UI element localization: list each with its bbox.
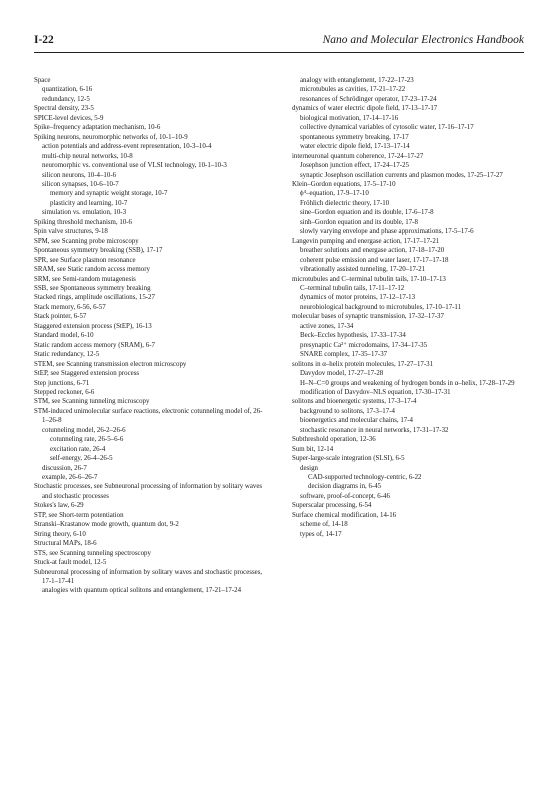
- index-entry: solitons and bioenergetic systems, 17-3–17-4: [292, 398, 417, 406]
- index-entry: SRM, see Semi-random mutagenesis: [34, 275, 136, 283]
- index-subentry: breather solutions and energase action, 17-18–17-20: [300, 247, 445, 255]
- index-entry: microtubules and C–terminal tubulin tails, 17-10–17-13: [292, 275, 446, 283]
- index-subentry: sine–Gordon equation and its double, 17-6–17-8: [300, 209, 434, 217]
- index-subentry: design: [300, 464, 318, 472]
- index-subentry: active zones, 17-34: [300, 322, 354, 330]
- index-subentry: synaptic Josephson oscillation currents and plasmon modes, 17-25–17-27: [300, 171, 503, 179]
- index-subentry: Fröhlich dielectric theory, 17-10: [300, 199, 390, 207]
- index-subentry: redundancy, 12-5: [42, 95, 90, 103]
- index-subentry: spontaneous symmetry breaking, 17-17: [300, 133, 409, 141]
- index-subentry: quantization, 6-16: [42, 86, 93, 94]
- index-entry: SPICE-level devices, 5-9: [34, 114, 104, 122]
- header-rule: [34, 52, 524, 53]
- index-subentry: SNARE complex, 17-35–17-37: [300, 351, 388, 359]
- index-entry: Subneuronal processing of information by solitary waves and stochastic processes, 17-1–17-41: [34, 568, 263, 586]
- index-entry: STEM, see Scanning transmission electron microscopy: [34, 360, 187, 368]
- index-subentry: excitation rate, 26-4: [50, 445, 106, 453]
- index-subentry: collective dynamical variables of cytosolic water, 17-16–17-17: [300, 124, 474, 132]
- index-subentry: memory and synaptic weight storage, 10-7: [50, 190, 168, 198]
- index-subentry: cotunneling rate, 26-5–6-6: [50, 436, 124, 444]
- index-entry: String theory, 6-10: [34, 530, 86, 538]
- index-entry: Super-large-scale integration (SLSI), 6-5: [292, 455, 405, 463]
- index-subentry: bioenergetics and molecular chains, 17-4: [300, 417, 413, 425]
- index-column-left: [34, 76, 266, 596]
- index-subentry: analogy with entanglement, 17-22–17-23: [300, 77, 414, 84]
- index-subentry: scheme of, 14-18: [300, 521, 348, 529]
- index-entry: SSB, see Spontaneous symmetry breaking: [34, 284, 151, 292]
- index-subentry: neuromorphic vs. conventional use of VLSI technology, 10-1–10-3: [42, 162, 227, 170]
- index-subentry: cotunneling model, 26-2–26-6: [42, 426, 126, 434]
- index-subentry: background to solitons, 17-3–17-4: [300, 407, 395, 415]
- index-subentry: dynamics of motor proteins, 17-12–17-13: [300, 294, 416, 302]
- index-entry: Staggered extension process (StEP), 16-13: [34, 322, 152, 330]
- index-entry: dynamics of water electric dipole field, 17-13–17-17: [292, 105, 438, 113]
- index-entry: Static redundancy, 12-5: [34, 351, 100, 359]
- index-entry: Klein–Gordon equations, 17-5–17-10: [292, 180, 396, 188]
- index-subentry: water electric dipole field, 17-13–17-14: [300, 143, 410, 151]
- index-subentry: decision diagrams in, 6-45: [308, 483, 382, 491]
- index-subentry: microtubules as cavities, 17-21–17-22: [300, 86, 406, 94]
- index-subentry: vibrationally assisted tunneling, 17-20–17-21: [300, 266, 426, 274]
- index-entry: STP, see Short-term potentiation: [34, 511, 124, 519]
- index-subentry: example, 26-6–26-7: [42, 474, 98, 482]
- index-entry: SPM, see Scanning probe microscopy: [34, 237, 139, 245]
- index-entry: Spectral density, 23-5: [34, 105, 94, 113]
- index-entry: SRAM, see Static random access memory: [34, 266, 150, 274]
- page-number: I-22: [34, 34, 54, 46]
- index-entry: solitons in α–helix protein molecules, 17-27–17-31: [292, 360, 434, 368]
- index-entry: Spin valve structures, 9-18: [34, 228, 108, 236]
- index-entry: Static random access memory (SRAM), 6-7: [34, 341, 155, 349]
- index-entry: StEP, see Staggered extension process: [34, 370, 140, 378]
- index-entry: Stack memory, 6-56, 6-57: [34, 303, 106, 311]
- index-subentry: action potentials and address-event representation, 10-3–10-4: [42, 143, 212, 151]
- index-subentry: plasticity and learning, 10-7: [50, 199, 128, 207]
- index-entry: Superscalar processing, 6-54: [292, 502, 372, 510]
- index-subentry: presynaptic Ca²⁺ microdomains, 17-34–17-35: [300, 341, 428, 349]
- index-subentry: H–N–C=0 groups and weakening of hydrogen bonds in α–helix, 17-28–17-29: [300, 379, 515, 387]
- index-entry: Space: [34, 77, 51, 84]
- index-subentry: software, proof-of-concept, 6-46: [300, 492, 390, 500]
- index-subentry: discussion, 26-7: [42, 464, 87, 472]
- index-entry: Stuck-at fault model, 12-5: [34, 559, 107, 567]
- index-subentry: resonances of Schrödinger operator, 17-23–17-24: [300, 95, 437, 103]
- index-subentry: silicon synapses, 10-6–10-7: [42, 180, 119, 188]
- index-subentry: stochastic resonance in neural networks, 17-31–17-32: [300, 426, 449, 434]
- index-entry: SPR, see Surface plasmon resonance: [34, 256, 136, 264]
- index-subentry: silicon neurons, 10-4–10-6: [42, 171, 117, 179]
- index-entry: Structural MAPs, 18-6: [34, 540, 97, 548]
- page-header: [34, 34, 524, 50]
- index-subentry: CAD-supported technology-centric, 6-22: [308, 474, 422, 482]
- index-subentry: types of, 14-17: [300, 530, 342, 538]
- index-entry: Stacked rings, amplitude oscillations, 15-27: [34, 294, 155, 302]
- index-column-right: [292, 76, 524, 539]
- index-entry: STM, see Scanning tunneling microscopy: [34, 398, 150, 406]
- index-entry: Subthreshold operation, 12-36: [292, 436, 376, 444]
- book-title: Nano and Molecular Electronics Handbook: [322, 34, 524, 46]
- index-subentry: modification of Davydov–NLS equation, 17-30–17-31: [300, 388, 451, 396]
- index-subentry: simulation vs. emulation, 10-3: [42, 209, 127, 217]
- index-entry: Stranski–Krastanow mode growth, quantum dot, 9-2: [34, 521, 179, 529]
- index-entry: Stochastic processes, see Subneuronal processing of information by solitary waves and stochastic processes: [34, 483, 263, 500]
- index-entry: Spike–frequency adaptation mechanism, 10-6: [34, 124, 161, 132]
- index-subentry: biological motivation, 17-14–17-16: [300, 114, 399, 122]
- index-entry: molecular bases of synaptic transmission, 17-32–17-37: [292, 313, 444, 321]
- index-entry: interneuronal quantum coherence, 17-24–17-27: [292, 152, 424, 160]
- index-entry: STS, see Scanning tunneling spectroscopy: [34, 549, 151, 557]
- index-entry: Stack pointer, 6-57: [34, 313, 87, 321]
- index-subentry: Josephson junction effect, 17-24–17-25: [300, 162, 409, 170]
- index-subentry: coherent pulse emission and water laser, 17-17–17-18: [300, 256, 449, 264]
- index-entry: Sum bit, 12-14: [292, 445, 334, 453]
- index-entry: Spiking threshold mechanism, 10-6: [34, 218, 132, 226]
- index-subentry: slowly varying envelope and phase approximations, 17-5–17-6: [300, 228, 474, 236]
- index-entry: Spiking neurons, neuromorphic networks of, 10-1–10-9: [34, 133, 188, 141]
- index-entry: Surface chemical modification, 14-16: [292, 511, 397, 519]
- index-entry: Standard model, 6-10: [34, 332, 94, 340]
- index-entry: Stepped reckoner, 6-6: [34, 388, 95, 396]
- index-entry: STM-induced unimolecular surface reactions, electronic cotunneling model of, 26-1–26-8: [34, 407, 263, 425]
- index-subentry: Beck–Eccles hypothesis, 17-33–17-34: [300, 332, 406, 340]
- index-subentry: self-energy, 26-4–26-5: [50, 455, 113, 463]
- index-subentry: Davydov model, 17-27–17-28: [300, 370, 384, 378]
- index-subentry: multi-chip neural networks, 10-8: [42, 152, 133, 160]
- index-subentry: sinh–Gordon equation and its double, 17-8: [300, 218, 418, 226]
- index-entry: Stokes's law, 6-29: [34, 502, 84, 510]
- index-subentry: analogies with quantum optical solitons and entanglement, 17-21–17-24: [42, 587, 242, 595]
- index-entry: Step junctions, 6-71: [34, 379, 90, 387]
- index-entry: Langevin pumping and energase action, 17-17–17-21: [292, 237, 440, 245]
- index-subentry: C–terminal tubulin tails, 17-11–17-12: [300, 284, 405, 292]
- index-subentry: neurobiological background to microtubules, 17-10–17-11: [300, 303, 462, 311]
- index-entry: Spontaneous symmetry breaking (SSB), 17-17: [34, 247, 163, 255]
- index-subentry: ϕ⁴–equation, 17-9–17-10: [300, 190, 369, 198]
